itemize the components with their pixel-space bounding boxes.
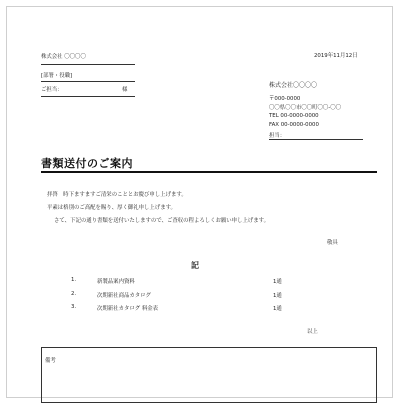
body-line-3: さて、下記の通り書類を送付いたしますので、ご査収の程よろしくお願い申し上げます。 [54,218,269,224]
item-1-qty: 1通 [273,279,282,285]
recipient-dept-role: [部署・役職] [41,73,73,79]
item-2-name: 次期新社商品カタログ [97,293,151,299]
remarks-box [41,347,377,403]
item-1-number: 1. [71,277,77,283]
sender-company: 株式会社〇〇〇〇 [269,82,318,89]
recipient-honorific: 様 [122,87,128,93]
document-page [6,6,393,398]
recipient-name-label: ご担当： [41,87,63,93]
ki-heading: 記 [191,261,199,270]
recipient-name-underline [41,96,135,97]
item-3-number: 3. [71,304,77,310]
document-title: 書類送付のご案内 [41,157,133,170]
recipient-company-underline [41,64,135,65]
date: 2019年11月12日 [314,53,358,59]
body-line-2: 平素は格別のご高配を賜り、厚く御礼申し上げます。 [47,205,176,211]
item-3-name: 次期新社カタログ 料金表 [97,306,159,312]
recipient-company: 株式会社 〇〇〇〇 [41,54,86,60]
sender-address: 〇〇県〇〇市〇〇町〇〇-〇〇 [269,105,342,111]
closing-keigu: 敬具 [327,240,338,246]
sender-tel: TEL 00-0000-0000 [269,113,319,119]
sender-fax: FAX 00-0000-0000 [269,122,319,128]
recipient-dept-underline [41,81,135,82]
end-mark: 以上 [307,329,318,335]
sender-postal: 〒000-0000 [269,96,301,102]
title-rule [41,171,377,173]
sender-contact-label: 担当： [269,133,286,139]
item-2-number: 2. [71,291,77,297]
item-3-qty: 1通 [273,306,282,312]
sender-contact-underline [269,139,363,140]
body-line-1: 拝啓 時下ますますご清栄のこととお慶び申し上げます。 [47,192,187,198]
item-1-name: 新製品案内資料 [97,279,135,285]
remarks-label: 備考 [45,358,56,364]
item-2-qty: 1通 [273,293,282,299]
